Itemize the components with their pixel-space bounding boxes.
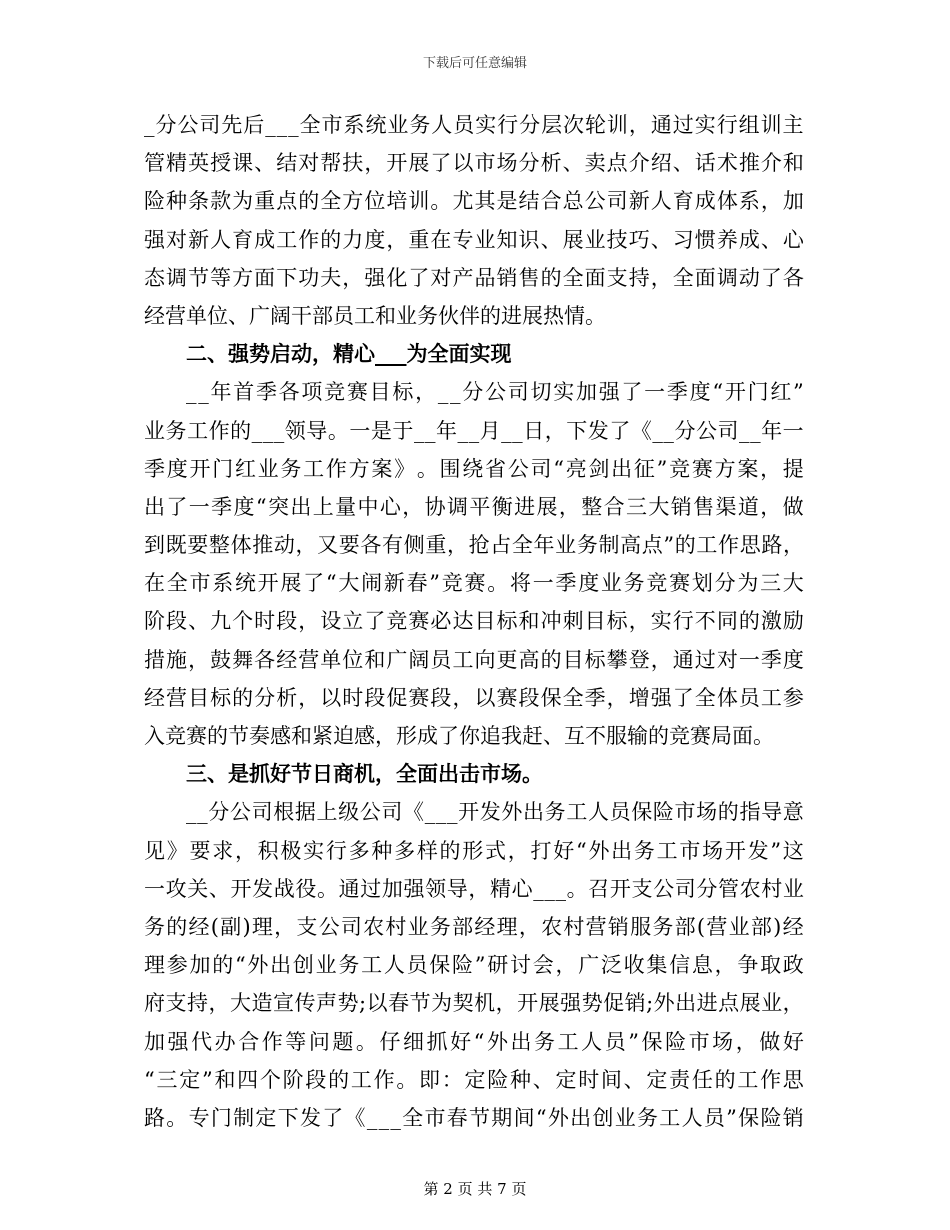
paragraph-line: 入竞赛的节奏感和紧迫感，形成了你追我赶、互不服输的竞赛局面。 <box>144 724 774 748</box>
paragraph-line: 见 》 要 求 ， 积 极 实 行 多 种 多 样 的 形 式 ， 打 好 “ 外 出 务 工 市 场 开 发 ” 这 <box>144 838 804 863</box>
paragraph-line: 经 营 目 标 的 分 析 ， 以 时 段 促 赛 段 ， 以 赛 段 保 全 季 ， 增 强 了 全 体 员 工 参 <box>144 685 804 710</box>
document-body <box>144 106 804 1137</box>
paragraph-line: 强 对 新 人 育 成 工 作 的 力 度 ， 重 在 专 业 知 识 、 展 业 技 巧 、 习 惯 养 成 、 心 <box>144 227 804 252</box>
paragraph-line: _ 分 公 司 先 后 _ _ _ 全 市 系 统 业 务 人 员 实 行 分 层 次 轮 训 ， 通 过 实 行 组 训 主 <box>144 113 804 137</box>
paragraph-line: 加 强 代 办 合 作 等 问 题 。 仔 细 抓 好 “ 外 出 务 工 人 员 ” 保 险 市 场 ， 做 好 <box>144 1029 804 1054</box>
paragraph-line: 经营单位、广阔干部员工和业务伙伴的进展热情。 <box>144 303 606 328</box>
section-heading: 二、强势启动，精心___为全面实现 <box>186 341 512 367</box>
paragraph-line: 阶 段 、 九 个 时 段 ， 设 立 了 竞 赛 必 达 目 标 和 冲 刺 目 标 ， 实 行 不 同 的 激 励 <box>144 609 804 634</box>
paragraph-line: 理 参 加 的 “ 外 出 创 业 务 工 人 员 保 险 ” 研 讨 会 ， 广 泛 收 集 信 息 ， 争 取 政 <box>144 953 804 978</box>
paragraph-line: 措 施 ， 鼓 舞 各 经 营 单 位 和 广 阔 员 工 向 更 高 的 目 标 攀 登 ， 通 过 对 一 季 度 <box>144 647 804 672</box>
paragraph-line: 险 种 条 款 为 重 点 的 全 方 位 培 训 。 尤 其 是 结 合 总 公 司 新 人 育 成 体 系 ， 加 <box>144 189 804 214</box>
paragraph-line: _ _ 年 首 季 各 项 竞 赛 目 标 ， _ _ 分 公 司 切 实 加 强 了 一 季 度 “ 开 门 红 ” <box>186 380 804 405</box>
paragraph-line: 在 全 市 系 统 开 展 了 “ 大 闹 新 春 ” 竞 赛 。 将 一 季 度 业 务 竞 赛 划 分 为 三 大 <box>144 571 804 596</box>
paragraph-line: 态 调 节 等 方 面 下 功 夫 ， 强 化 了 对 产 品 销 售 的 全 面 支 持 ， 全 面 调 动 了 各 <box>144 265 804 290</box>
paragraph-line: 季 度 开 门 红 业 务 工 作 方 案 》 。 围 绕 省 公 司 “ 亮 剑 出 征 ” 竞 赛 方 案 ， 提 <box>144 456 804 481</box>
paragraph-line: “ 三 定 ” 和 四 个 阶 段 的 工 作 。 即 ： 定 险 种 、 定 时 间 、 定 责 任 的 工 作 思 <box>144 1067 804 1092</box>
page-header-note: 下载后可任意编辑 <box>422 56 527 71</box>
paragraph-line: 一 攻 关 、 开 发 战 役 。 通 过 加 强 领 导 ， 精 心 _ _ _ 。 召 开 支 公 司 分 管 农 村 业 <box>144 876 804 901</box>
paragraph-line: 业 务 工 作 的 _ _ _ 领 导 。 一 是 于 _ _ 年 _ _ 月 _ _ 日 ， 下 发 了 《 _ _ 分 公 司 _ _ 年 一 <box>144 418 804 443</box>
paragraph-line: _ _ 分 公 司 根 据 上 级 公 司 《 _ _ _ 开 发 外 出 务 工 人 员 保 险 市 场 的 指 导 意 <box>186 800 804 825</box>
paragraph-line: 管 精 英 授 课 、 结 对 帮 扶 ， 开 展 了 以 市 场 分 析 、 卖 点 介 绍 、 话 术 推 介 和 <box>144 151 804 176</box>
section-heading: 三、是抓好节日商机，全面出击市场。 <box>186 761 543 787</box>
paragraph-line: 府 支 持 ， 大 造 宣 传 声 势 ; 以 春 节 为 契 机 ， 开 展 强 势 促 销 ; 外 出 进 点 展 业 ， <box>144 991 804 1016</box>
paragraph-line: 出 了 一 季 度 “ 突 出 上 量 中 心 ， 协 调 平 衡 进 展 ， 整 合 三 大 销 售 渠 道 ， 做 <box>144 494 804 519</box>
paragraph-line: 务 的 经 ( 副 ) 理 ， 支 公 司 农 村 业 务 部 经 理 ， 农 村 营 销 服 务 部 ( 营 业 部 ) 经 <box>144 914 804 939</box>
page-number: 第 2 页 共 7 页 <box>423 1180 527 1198</box>
paragraph-line: 路 。 专 门 制 定 下 发 了 《 _ _ _ 全 市 春 节 期 间 “ 外 出 创 业 务 工 人 员 ” 保 险 销 <box>144 1105 804 1130</box>
paragraph-line: 到 既 要 整 体 推 动 ， 又 要 各 有 侧 重 ， 抢 占 全 年 业 务 制 高 点 ” 的 工 作 思 路 ， <box>144 533 804 558</box>
